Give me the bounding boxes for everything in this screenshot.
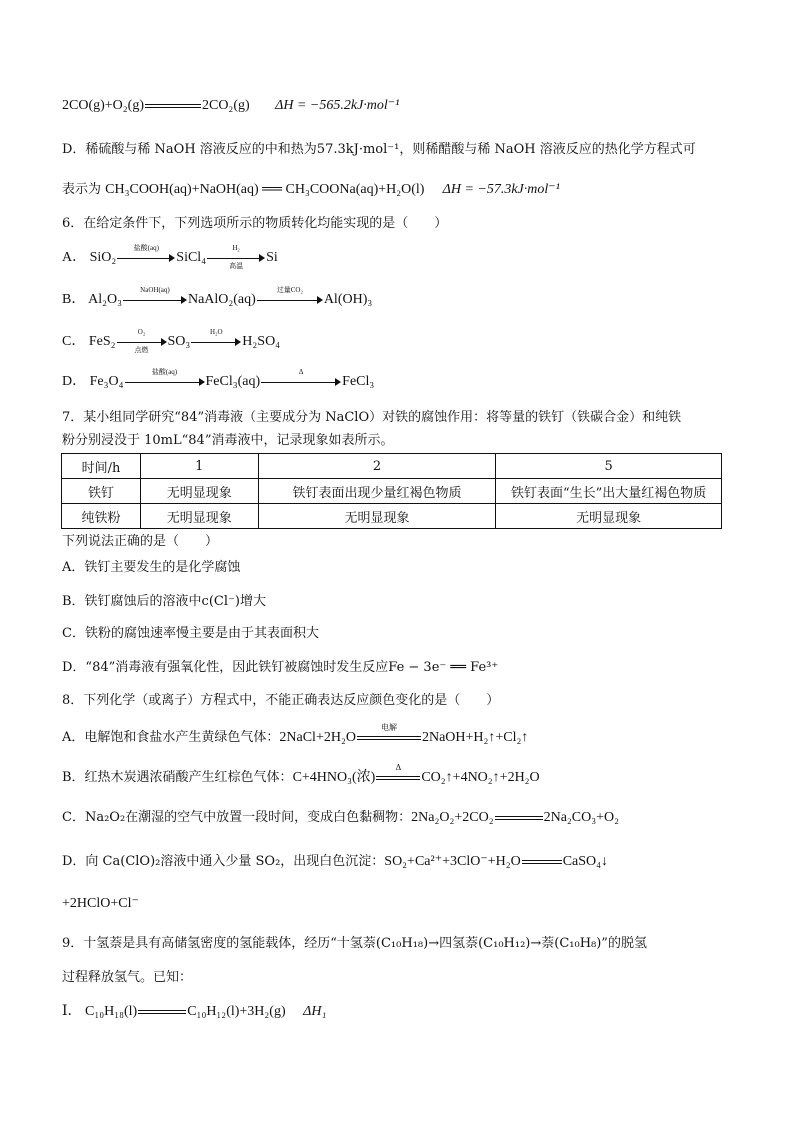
species: SiCl₄ (176, 250, 207, 265)
reaction-arrow (191, 327, 241, 349)
equation-lhs: C₁₀H₁₈(l) (85, 1004, 138, 1019)
equals-sign (522, 855, 562, 869)
q5-d-prefix: 表示为 (62, 182, 102, 197)
species: Al₂O₃ (88, 292, 122, 307)
species: NaAlO₂(aq) (187, 292, 256, 307)
q8-option-d-continued: +2HClO+Cl⁻ (62, 896, 139, 911)
arrow-condition: NaOH(aq) (140, 285, 170, 294)
equation-lhs: SO₂+Ca²⁺+3ClO⁻+H₂O (384, 854, 521, 869)
equation-rhs: C₁₀H₁₂(l)+3H₂(g) (187, 1004, 286, 1019)
table-cell: 无明显现象 (496, 504, 722, 529)
reaction-arrow (123, 285, 187, 307)
equation-rhs: 2NaOH+H₂↑+Cl₂↑ (421, 730, 529, 745)
q8-option-c (62, 808, 619, 828)
option-label: C． (62, 334, 86, 349)
q7-stem-line2: 粉分别浸没于 10mL“84”消毒液中，记录现象如表所示。 (62, 433, 394, 448)
species: H₂SO₄ (242, 334, 281, 349)
q9-line1: 9．十氢萘是具有高储氢密度的氢能载体，经历“十氢萘(C₁₀H₁₈)→四氢萘(C₁₀H₁₂)→萘(C₁₀H₈)”的脱氢 (62, 936, 647, 951)
q7-option-b: B．铁钉腐蚀后的溶液中c(Cl⁻)增大 (62, 594, 266, 609)
option-label: D． (62, 374, 87, 389)
reaction-arrow (117, 243, 175, 265)
q6-option-a (62, 243, 278, 270)
equation-condition: Δ (395, 762, 402, 772)
q8-option-d (62, 852, 608, 872)
table-header-row (62, 454, 722, 479)
q7-option-d: D．“84”消毒液有强氧化性，因此铁钉被腐蚀时发生反应Fe − 3e⁻ ══ Fe³⁺ (62, 660, 499, 675)
equation-lhs: C+4HNO₃(浓) (292, 770, 376, 785)
option-text: A．电解饱和食盐水产生黄绿色气体： (62, 730, 280, 745)
species: FeCl₃ (342, 374, 375, 389)
table-header-cell: 5 (496, 454, 722, 479)
reaction-arrow (257, 285, 323, 307)
species: Al(OH)₃ (323, 292, 373, 307)
table-header-cell: 1 (140, 454, 258, 479)
q6-option-c (62, 327, 281, 354)
option-label: A． (62, 250, 87, 265)
species: Si (266, 250, 278, 265)
equals-sign (495, 811, 543, 825)
arrow-condition: O₂ (137, 327, 146, 336)
table-header-cell: 2 (258, 454, 496, 479)
q6-option-b (62, 285, 373, 310)
table-row (62, 479, 722, 504)
table-cell: 无明显现象 (258, 504, 496, 529)
q8-option-a (62, 722, 529, 748)
species: Fe₃O₄ (89, 374, 124, 389)
enthalpy-value: ΔH = −565.2kJ·mol⁻¹ (275, 98, 400, 113)
q7-option-c: C．铁粉的腐蚀速率慢主要是由于其表面积大 (62, 626, 319, 641)
q7-stem-line1: 7．某小组同学研究“84”消毒液（主要成分为 NaClO）对铁的腐蚀作用：将等量的铁钉（铁碳合金）和纯铁 (62, 410, 682, 425)
arrow-condition-below: 点燃 (134, 345, 149, 354)
table-row (62, 504, 722, 529)
q8-option-b (62, 762, 540, 788)
q7-option-a: A．铁钉主要发生的是化学腐蚀 (62, 560, 241, 575)
equation-rhs: CO₂↑+4NO₂↑+2H₂O (421, 770, 540, 785)
q6-stem: 6．在给定条件下，下列选项所示的物质转化均能实现的是（ ） (62, 216, 448, 231)
option-label: B． (62, 292, 86, 307)
table-cell: 无明显现象 (140, 504, 258, 529)
table-cell: 铁钉表面出现少量红褐色物质 (258, 479, 496, 504)
equals-sign (138, 1005, 186, 1019)
species: FeCl₃(aq) (205, 374, 261, 389)
equation-rhs: CaSO₄↓ (562, 854, 609, 869)
option-text: B．红热木炭遇浓硝酸产生红棕色气体： (62, 770, 293, 785)
observation-table (61, 453, 722, 529)
arrow-condition-below: 高温 (229, 261, 244, 270)
option-text: D．向 Ca(ClO)₂溶液中通入少量 SO₂，出现白色沉淀： (62, 854, 385, 869)
equation-lhs: 2Na₂O₂+2CO₂ (411, 810, 494, 825)
arrow-condition: 盐酸(aq) (133, 243, 159, 252)
q5-option-d-line1: D．稀硫酸与稀 NaOH 溶液反应的中和热为57.3kJ·mol⁻¹，则稀醋酸与稀 NaOH 溶液反应的热化学方程式可 (62, 142, 696, 157)
equation-lhs: 2NaCl+2H₂O (279, 730, 356, 745)
arrow-condition: H₂O (210, 327, 223, 336)
reaction-arrow (261, 367, 341, 389)
table-cell: 无明显现象 (140, 479, 258, 504)
species: FeS₂ (88, 334, 116, 349)
equation-co-combustion (62, 96, 399, 116)
eq-rhs: 2CO₂(g) (201, 98, 250, 113)
arrow-condition: Δ (298, 367, 304, 376)
table-cell: 铁钉表面“生长”出大量红褐色物质 (496, 479, 722, 504)
q9-line2: 过程释放氢气。已知： (62, 970, 193, 985)
arrow-condition: 过量CO₂ (276, 285, 303, 294)
equation-label: Ⅰ． (62, 1004, 82, 1019)
reaction-arrow (207, 243, 265, 270)
option-text: C．Na₂O₂在潮湿的空气中放置一段时间，变成白色黏稠物： (62, 810, 412, 825)
table-cell: 纯铁粉 (62, 504, 141, 529)
q6-option-d (62, 367, 375, 392)
equals-sign (376, 762, 420, 785)
equation-condition: 电解 (380, 722, 397, 732)
q7-question: 下列说法正确的是（ ） (62, 534, 219, 549)
table-cell: 铁钉 (62, 479, 141, 504)
reaction-arrow (125, 367, 205, 389)
q9-equation-i (62, 1002, 326, 1022)
eq-lhs: 2CO(g)+O₂(g) (62, 98, 144, 113)
equation-rhs: 2Na₂CO₃+O₂ (543, 810, 619, 825)
q5-option-d-line2 (62, 180, 560, 200)
q5-d-equation: CH₃COOH(aq)+NaOH(aq) ══ CH₃COONa(aq)+H₂O(l) (105, 182, 425, 197)
q8-stem: 8．下列化学（或离子）方程式中，不能正确表达反应颜色变化的是（ ） (62, 693, 500, 708)
reaction-arrow (117, 327, 167, 354)
equals-sign (145, 99, 201, 113)
q5-d-enthalpy: ΔH = −57.3kJ·mol⁻¹ (442, 182, 560, 197)
arrow-condition: H₂ (232, 243, 240, 252)
table-header-cell: 时间/h (62, 454, 141, 479)
equals-sign (357, 722, 421, 745)
arrow-condition: 盐酸(aq) (151, 367, 178, 376)
species: SiO₂ (89, 250, 117, 265)
species: SO₃ (167, 334, 191, 349)
enthalpy-symbol: ΔH₁ (303, 1004, 327, 1019)
